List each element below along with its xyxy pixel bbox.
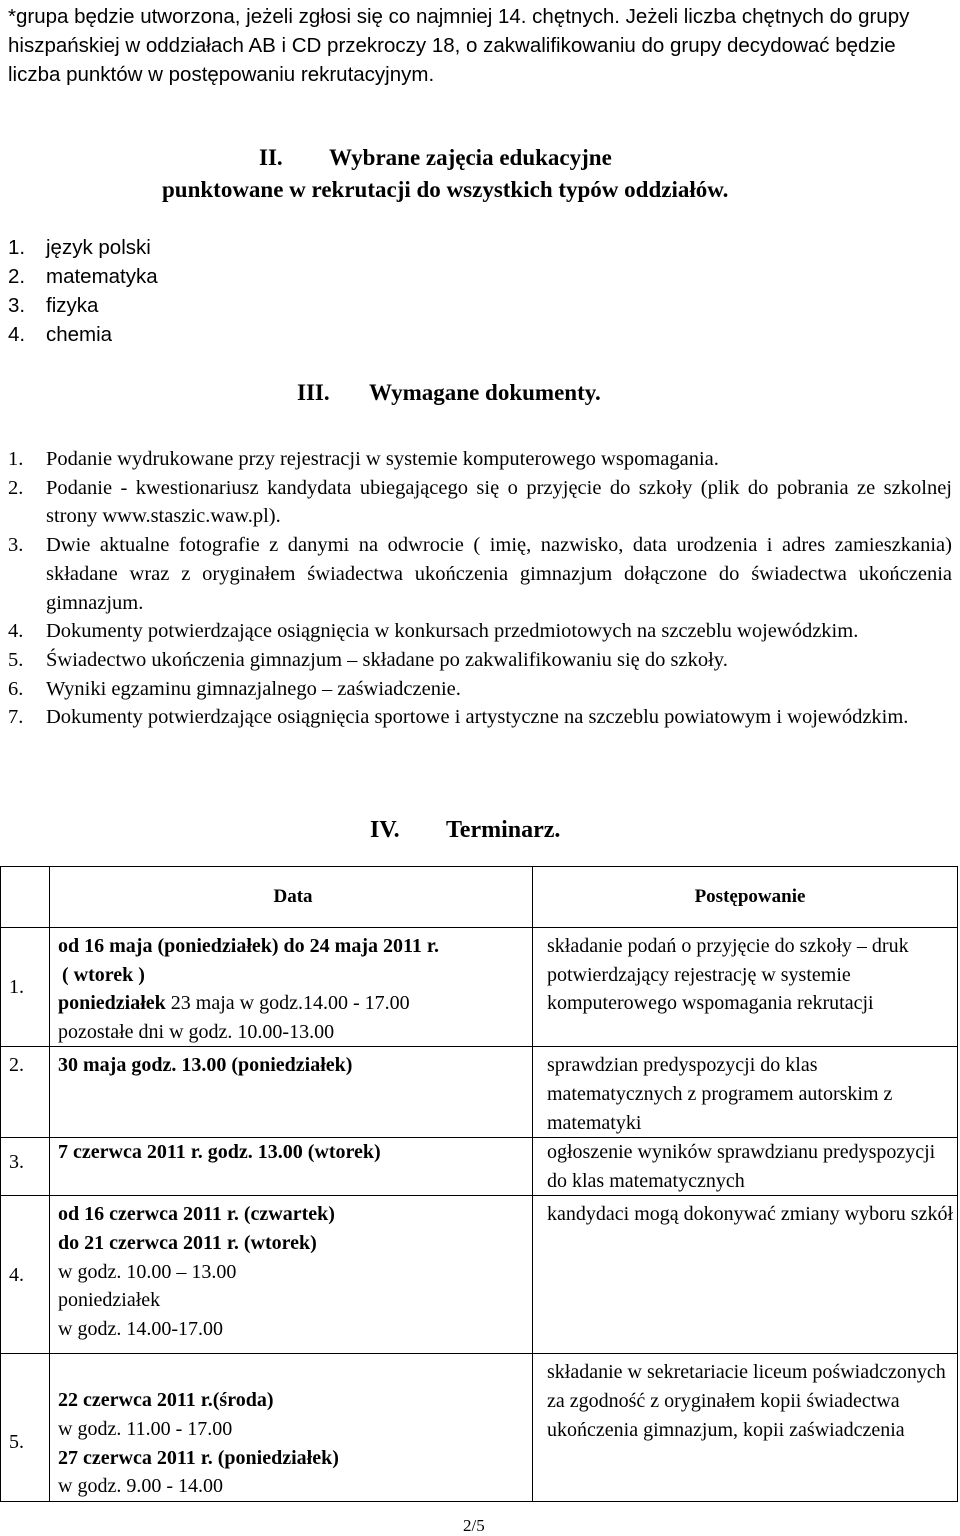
row-action: ogłoszenie wyników sprawdzianu predyspozycji do klas matematycznych (533, 1138, 958, 1196)
list-item: 4. Dokumenty potwierdzające osiągnięcia w konkursach przedmiotowych na szczeblu wojewódzkim. (8, 620, 859, 643)
row-action: sprawdzian predyspozycji do klas matematycznych z programem autorskim z matematyki (533, 1047, 958, 1138)
row-number: 4. (1, 1196, 50, 1354)
row-number: 2. (1, 1047, 50, 1138)
list-item: 4. chemia (8, 323, 113, 346)
section-4-heading (370, 817, 560, 844)
table-row (1, 1138, 958, 1196)
section-number: IV. (370, 817, 400, 843)
table-row (1, 1354, 958, 1501)
section-2-heading (162, 142, 728, 206)
row-date: 30 maja godz. 13.00 (poniedziałek) (50, 1047, 533, 1138)
header-date: Data (50, 867, 533, 928)
row-date: 22 czerwca 2011 r.(środa) w godz. 11.00 - 17.00 27 czerwca 2011 r. (poniedziałek) w godz. 9.00 - 14.00 (50, 1354, 533, 1501)
intro-paragraph: *grupa będzie utworzona, jeżeli zgłosi się co najmniej 14. chętnych. Jeżeli liczba chętnych do grupy hiszpańskiej w oddziałach AB i CD przekroczy 18, o zakwalifikowaniu do grupy decydować będzie liczba punktów w postępowaniu rekrutacyjnym. (8, 5, 910, 86)
list-item: 3. fizyka (8, 294, 99, 317)
list-item: 1. Podanie wydrukowane przy rejestracji w systemie komputerowego wspomagania. (8, 448, 719, 470)
section-subtitle: punktowane w rekrutacji do wszystkich typów oddziałów. (162, 177, 729, 202)
list-item: 7. Dokumenty potwierdzające osiągnięcia sportowe i artystyczne na szczeblu powiatowym i wojewódzkim. (8, 706, 909, 729)
list-item: 1. język polski (8, 236, 151, 259)
row-number: 3. (1, 1138, 50, 1196)
intro-note (8, 2, 952, 89)
section-title: Wymagane dokumenty. (369, 380, 601, 405)
section-title: Wybrane zajęcia edukacyjne (329, 145, 612, 170)
documents-list (8, 445, 952, 732)
row-action: składanie w sekretariacie liceum poświadczonych za zgodność z oryginałem kopii świadectwa ukończenia gimnazjum, kopii zaświadczenia (533, 1354, 958, 1501)
list-item: 2. matematyka (8, 265, 158, 288)
schedule-table (0, 866, 958, 1502)
section-number: II. (259, 145, 283, 170)
row-number: 1. (1, 928, 50, 1047)
table-row (1, 1196, 958, 1354)
list-item: 5. Świadectwo ukończenia gimnazjum – składane po zakwalifikowaniu się do szkoły. (8, 648, 728, 671)
subjects-list (8, 233, 158, 349)
row-action: składanie podań o przyjęcie do szkoły – druk potwierdzający rejestrację w systemie komputerowego wspomagania rekrutacji (533, 928, 958, 1047)
row-date: od 16 maja (poniedziałek) do 24 maja 2011 r. ( wtorek ) poniedziałek 23 maja w godz.14.00 - 17.00 pozostałe dni w godz. 10.00-13.00 (50, 928, 533, 1047)
row-date: od 16 czerwca 2011 r. (czwartek) do 21 czerwca 2011 r. (wtorek) w godz. 10.00 – 13.00 poniedziałek w godz. 14.00-17.00 (50, 1196, 533, 1354)
section-number: III. (297, 380, 330, 405)
page-number: 2/5 (463, 1516, 485, 1535)
table-header-row (1, 867, 958, 928)
section-3-heading (297, 380, 601, 406)
section-title: Terminarz. (446, 817, 561, 843)
list-item: 3. Dwie aktualne fotografie z danymi na odwrocie ( imię, nazwisko, data urodzenia i adres zamieszkania) składane wraz z oryginałem świadectwa ukończenia gimnazjum dołączone do świadectwa ukończenia gimnazjum. (8, 534, 952, 614)
header-num (1, 867, 50, 928)
row-action: kandydaci mogą dokonywać zmiany wyboru szkół (533, 1196, 958, 1354)
row-date: 7 czerwca 2011 r. godz. 13.00 (wtorek) (50, 1138, 533, 1196)
header-action: Postępowanie (533, 867, 958, 928)
table-row (1, 928, 958, 1047)
row-number: 5. (1, 1354, 50, 1501)
list-item: 2. Podanie - kwestionariusz kandydata ubiegającego się o przyjęcie do szkoły (plik do pobrania ze szkolnej strony www.staszic.waw.pl). (8, 476, 952, 528)
list-item: 6. Wyniki egzaminu gimnazjalnego – zaświadczenie. (8, 677, 461, 700)
table-row (1, 1047, 958, 1138)
